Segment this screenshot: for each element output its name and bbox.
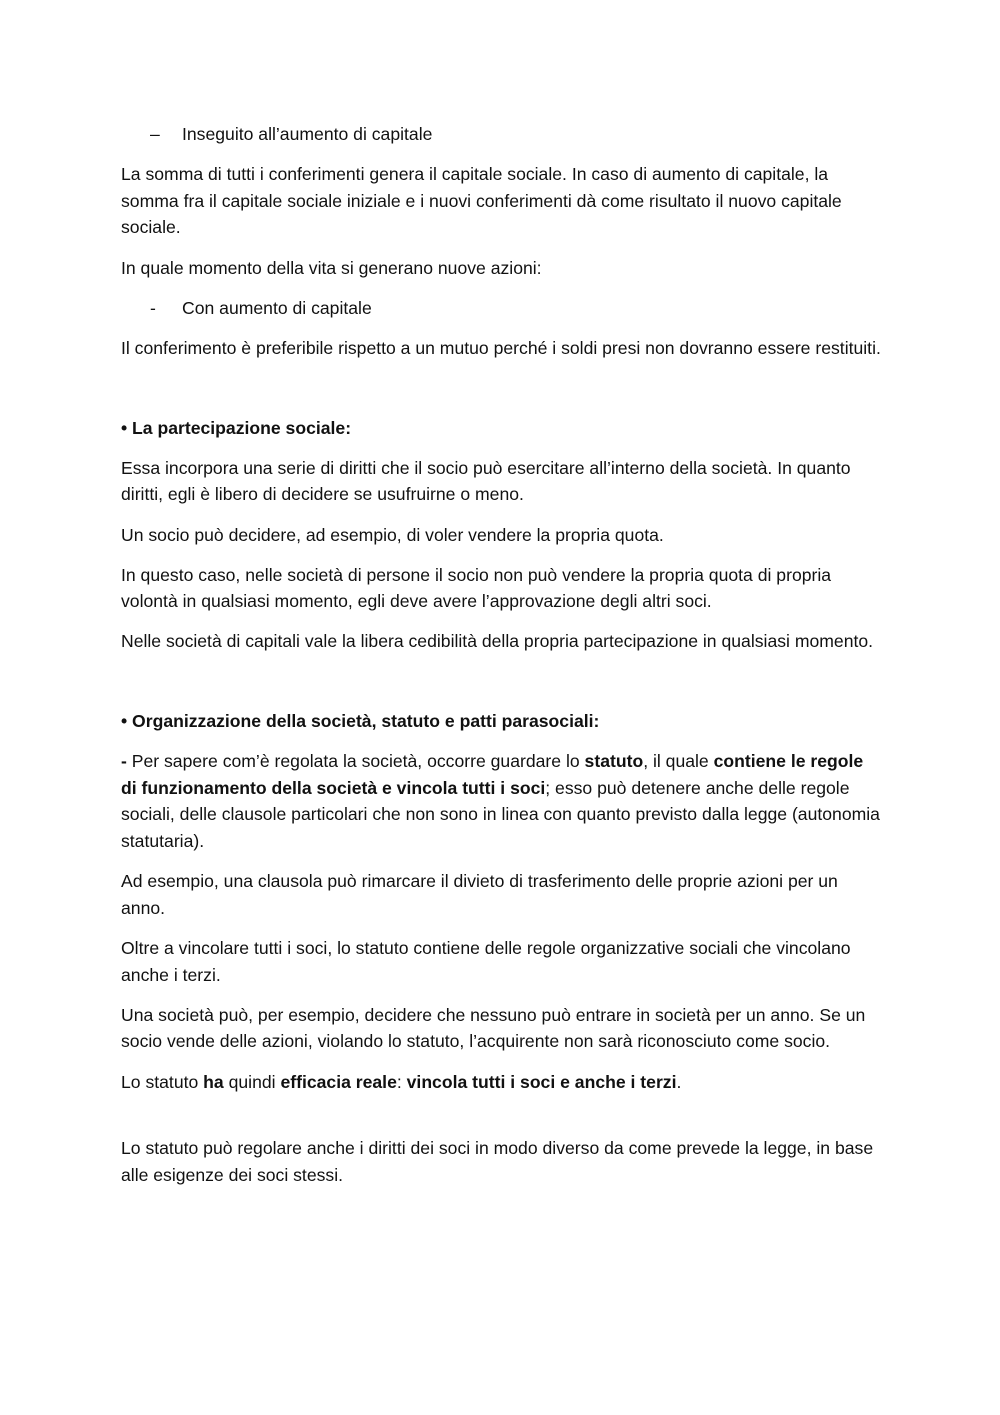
paragraph-nuove-azioni-question: In quale momento della vita si generano nuove azioni: [121,257,542,278]
paragraph-diritti-soci-statuto: Lo statuto può regolare anche i diritti dei soci in modo diverso da come prevede la legge, in base alle esigenze dei soci stessi. [121,1138,874,1185]
text-run: : [396,1071,407,1092]
paragraph-capitale-sociale: La somma di tutti i conferimenti genera il capitale sociale. In caso di aumento di capitale, la somma fra il capitale sociale iniziale e i nuovi conferimenti dà come risultato il nuovo capitale sociale. [121,164,842,238]
paragraph-statuto [121,748,883,854]
bold-vincola-soci-terzi: vincola tutti i soci e anche i terzi [406,1071,677,1092]
bold-regole-funzionamento: contiene le regole di funzionamento della società e vincola tutti i soci [121,751,864,798]
list-item-text: Con aumento di capitale [182,297,372,318]
text-run: ; esso può detenere anche delle regole sociali, delle clausole particolari che non sono in linea con quanto previsto dalla legge (autonomia statutaria). [121,777,880,852]
text-run: . [676,1071,682,1092]
list-item-text: Inseguito all’aumento di capitale [182,124,433,144]
paragraph-esempio-vendita: Una società può, per esempio, decidere che nessuno può entrare in società per un anno. Se un socio vende delle azioni, violando lo statuto, l’acquirente non sarà riconosciuto come socio. [121,1004,866,1052]
bold-term-statuto: statuto [584,751,644,772]
bold-ha: ha [203,1071,224,1092]
document-body [121,121,883,1202]
paragraph-societa-persone: In questo caso, nelle società di persone il socio non può vendere la propria quota di propria volontà in qualsiasi momento, egli deve avere l’approvazione degli altri soci. [121,564,832,612]
paragraph-diritti-socio: Essa incorpora una serie di diritti che il socio può esercitare all’interno della società. In quanto diritti, egli è libero di decidere se usufruirne o meno. [121,457,851,505]
text-run: , il quale [643,751,714,772]
paragraph-vendere-quota: Un socio può decidere, ad esempio, di voler vendere la propria quota. [121,524,664,545]
section-heading-partecipazione: • La partecipazione sociale: [121,417,352,438]
list-dash-marker: – [150,124,160,144]
text-run: Lo statuto [121,1071,204,1092]
paragraph-clausola-esempio: Ad esempio, una clausola può rimarcare il divieto di trasferimento delle proprie azioni per un anno. [121,871,838,918]
section-heading-organizzazione: • Organizzazione della società, statuto e patti parasociali: [121,711,600,732]
paragraph-societa-capitali: Nelle società di capitali vale la libera cedibilità della propria partecipazione in qualsiasi momento. [121,631,874,652]
paragraph-vincolare-terzi: Oltre a vincolare tutti i soci, lo statuto contiene delle regole organizzative sociali che vincolano anche i terzi. [121,938,851,985]
list-item [121,295,883,322]
bold-efficacia-reale: efficacia reale [280,1071,397,1092]
list-dash-marker: - [150,297,156,318]
text-run: Per sapere com’è regolata la società, occorre guardare lo [126,751,585,772]
text-run: quindi [223,1071,281,1092]
list-item [121,121,883,148]
paragraph-conferimento-mutuo: Il conferimento è preferibile rispetto a un mutuo perché i soldi presi non dovranno essere restituiti. [121,337,881,358]
paragraph-efficacia-reale [121,1069,883,1096]
paragraph-dash: - [121,751,127,772]
